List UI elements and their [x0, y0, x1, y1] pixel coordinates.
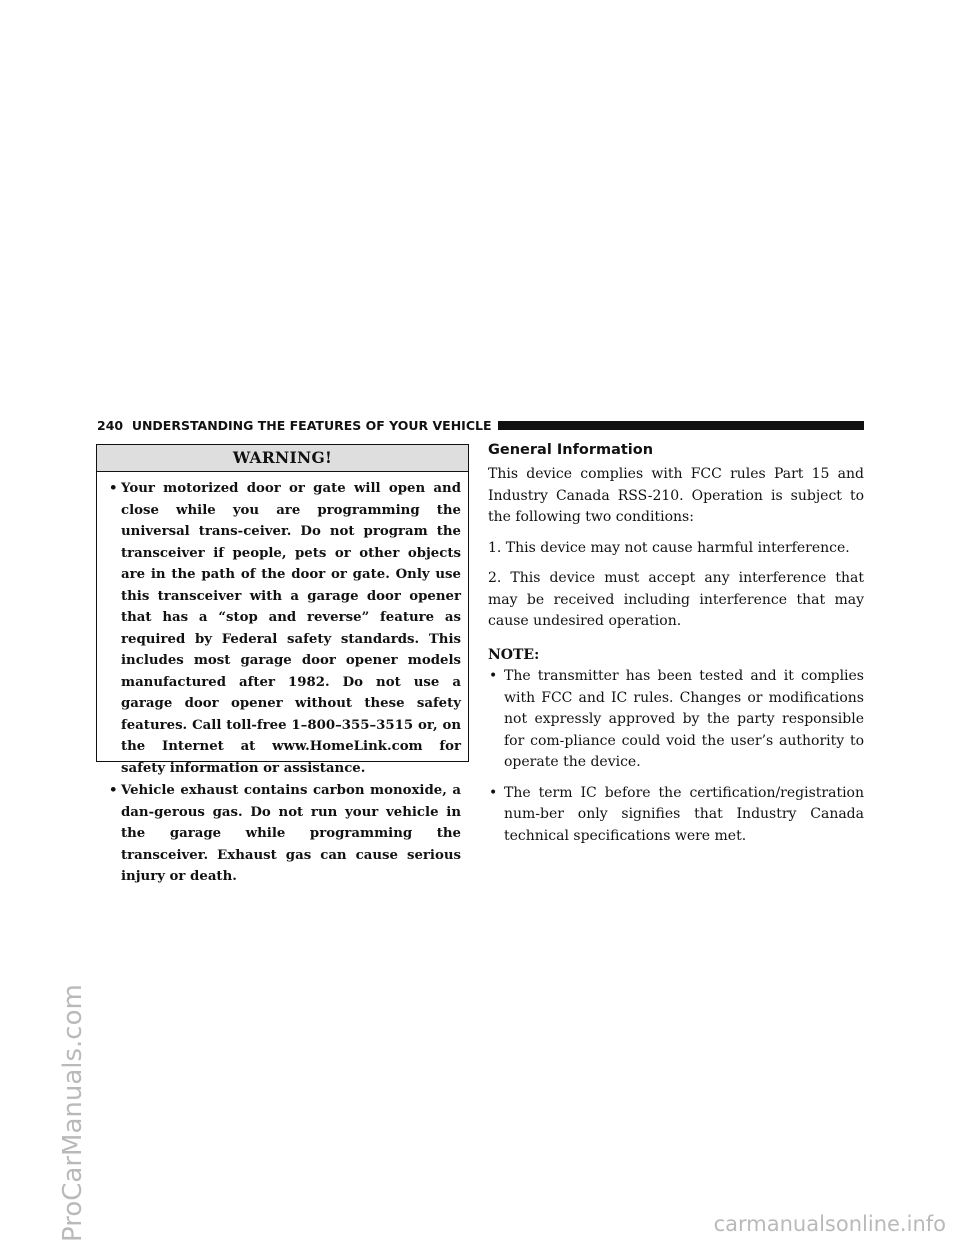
general-information-section — [488, 440, 864, 856]
note-item-text: The term IC before the certification/registration num-ber only signifies that Industry Canada technical specifications were met. — [504, 784, 864, 844]
section-heading: General Information — [488, 442, 654, 458]
warning-title: WARNING! — [97, 445, 468, 472]
page-header — [97, 418, 864, 434]
bullet-icon: • — [109, 481, 118, 496]
warning-item-text: Vehicle exhaust contains carbon monoxide, a dan-gerous gas. Do not run your vehicle in the garage while programming the transceiver. Exhaust gas can cause serious injury or death. — [121, 783, 461, 884]
note-item — [488, 666, 864, 774]
paragraph-condition-2: 2. This device must accept any interference that may be received including interference that may cause undesired operation. — [488, 570, 864, 629]
warning-list — [97, 472, 468, 888]
note-list — [488, 666, 864, 847]
section-title: UNDERSTANDING THE FEATURES OF YOUR VEHICLE — [131, 418, 492, 433]
warning-item — [105, 780, 461, 888]
paragraph-condition-1: 1. This device may not cause harmful interference. — [488, 539, 850, 556]
paragraph-compliance: This device complies with FCC rules Part 15 and Industry Canada RSS-210. Operation is subject to the following two conditions: — [488, 466, 864, 525]
bullet-icon: • — [489, 784, 498, 801]
note-item-text: The transmitter has been tested and it complies with FCC and IC rules. Changes or modifications not expressly approved by the party responsible for com-pliance could void the user’s authority to operate the device. — [504, 668, 864, 770]
warning-item — [105, 478, 461, 779]
header-text — [97, 418, 498, 434]
page-number: 240 — [97, 418, 124, 433]
warning-item-text: Your motorized door or gate will open and close while you are programming the universal trans-ceiver. Do not program the transceiver if people, pets or other objects are in the path of the door or gate. Only use this transceiver with a garage door opener that has a “stop and reverse” feature as required by Federal safety standards. This includes most garage door opener models manufactured after 1982. Do not use a garage door opener without these safety features. Call toll-free 1–800–355–3515 or, on the Internet at www.HomeLink.com for safety information or assistance. — [121, 481, 461, 776]
header-rule — [457, 421, 864, 430]
bullet-icon: • — [489, 668, 498, 684]
side-watermark: ProCarManuals.com — [58, 984, 88, 1242]
warning-box — [96, 444, 469, 884]
note-label: NOTE: — [488, 646, 540, 663]
bottom-watermark: carmanualsonline.info — [713, 1212, 946, 1236]
note-item — [488, 783, 864, 848]
bullet-icon: • — [109, 783, 118, 798]
